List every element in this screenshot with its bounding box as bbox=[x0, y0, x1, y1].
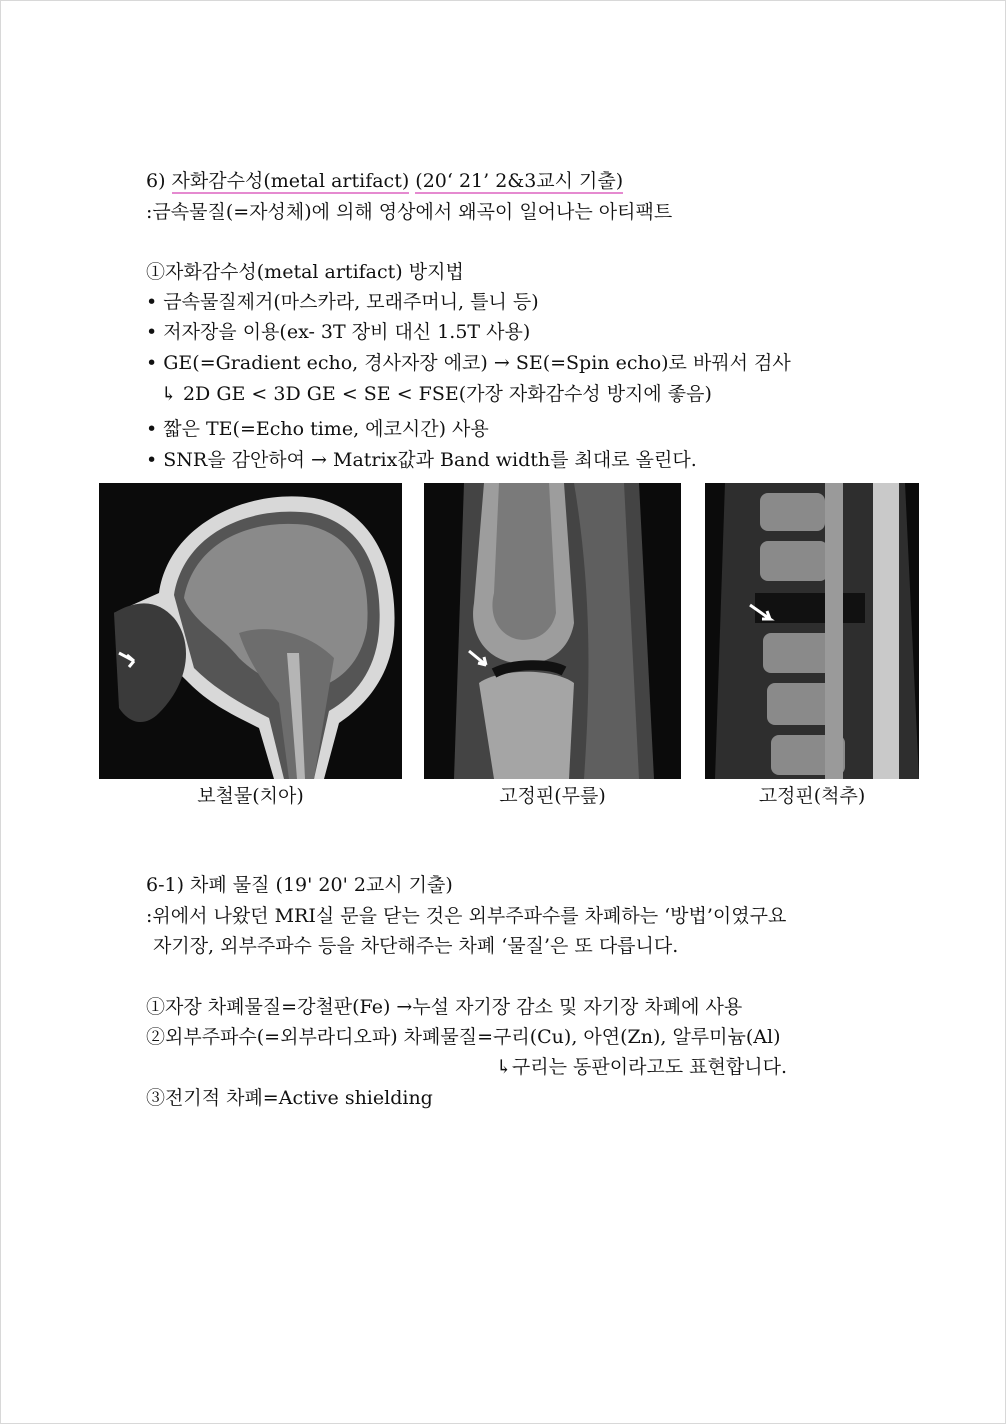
bullet-item: • 금속물질제거(마스카라, 모래주머니, 틀니 등) bbox=[146, 291, 539, 313]
list-sub-item: ↳구리는 동판이라고도 표현합니다. bbox=[496, 1056, 787, 1078]
section-title: 6) 자화감수성(metal artifact) (20‘ 21’ 2&3교시 기출) bbox=[146, 170, 624, 192]
description-text: 자기장, 외부주파수 등을 차단해주는 차폐 ‘물질’은 또 다릅니다. bbox=[153, 935, 679, 957]
mri-knee-image bbox=[424, 483, 681, 779]
list-item: ①자장 차폐물질=강철판(Fe) →누설 자기장 감소 및 자기장 차폐에 사용 bbox=[146, 996, 743, 1018]
bullet-item: • GE(=Gradient echo, 경사자장 에코) → SE(=Spin echo)로 바꿔서 검사 bbox=[146, 352, 791, 374]
mri-spine-image bbox=[705, 483, 919, 779]
list-item: ②외부주파수(=외부라디오파) 차폐물질=구리(Cu), 아연(Zn), 알루미늄(Al) bbox=[146, 1026, 781, 1048]
mri-head-image bbox=[99, 483, 402, 779]
bullet-item: • SNR을 감안하여 → Matrix값과 Band width를 최대로 올린다. bbox=[146, 449, 697, 471]
list-item: ③전기적 차폐=Active shielding bbox=[146, 1087, 433, 1109]
figure-caption: 보철물(치아) bbox=[197, 785, 304, 807]
method-heading: ①자화감수성(metal artifact) 방지법 bbox=[146, 261, 464, 283]
section-title: 6-1) 차폐 물질 (19' 20' 2교시 기출) bbox=[146, 874, 453, 896]
figure-caption: 고정핀(무릎) bbox=[499, 785, 606, 807]
definition-text: :금속물질(=자성체)에 의해 영상에서 왜곡이 일어나는 아티팩트 bbox=[146, 201, 673, 223]
bullet-item: • 저자장을 이용(ex- 3T 장비 대신 1.5T 사용) bbox=[146, 321, 531, 343]
figure-caption: 고정핀(척추) bbox=[758, 785, 866, 807]
sub-item: ↳ 2D GE < 3D GE < SE < FSE(가장 자화감수성 방지에 좋음) bbox=[161, 383, 712, 405]
bullet-item: • 짧은 TE(=Echo time, 에코시간) 사용 bbox=[146, 418, 489, 440]
description-text: :위에서 나왔던 MRI실 문을 닫는 것은 외부주파수를 차폐하는 ‘방법’이였구요 bbox=[146, 905, 787, 927]
